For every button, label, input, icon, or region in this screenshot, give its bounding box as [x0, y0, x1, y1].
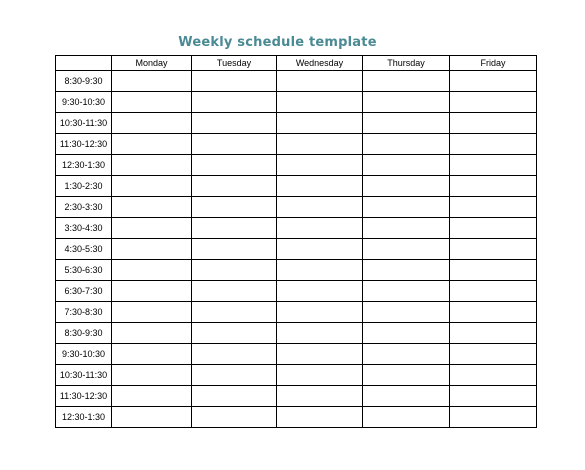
table-row — [56, 302, 537, 323]
schedule-cell-monday[interactable] — [112, 365, 192, 386]
time-slot-label: 9:30-10:30 — [56, 92, 112, 113]
time-slot-label: 9:30-10:30 — [56, 344, 112, 365]
schedule-cell-wednesday[interactable] — [277, 218, 363, 239]
header-row — [56, 56, 537, 71]
time-slot-label: 11:30-12:30 — [56, 386, 112, 407]
schedule-cell-wednesday[interactable] — [277, 281, 363, 302]
schedule-cell-wednesday[interactable] — [277, 155, 363, 176]
time-slot-label: 5:30-6:30 — [56, 260, 112, 281]
schedule-cell-monday[interactable] — [112, 344, 192, 365]
schedule-cell-thursday[interactable] — [363, 344, 450, 365]
schedule-cell-friday[interactable] — [450, 323, 537, 344]
schedule-cell-monday[interactable] — [112, 386, 192, 407]
schedule-cell-thursday[interactable] — [363, 281, 450, 302]
table-row — [56, 92, 537, 113]
schedule-cell-wednesday[interactable] — [277, 71, 363, 92]
day-header-monday: Monday — [112, 56, 192, 71]
schedule-cell-monday[interactable] — [112, 218, 192, 239]
schedule-cell-friday[interactable] — [450, 344, 537, 365]
schedule-cell-thursday[interactable] — [363, 113, 450, 134]
schedule-cell-wednesday[interactable] — [277, 197, 363, 218]
time-slot-label: 8:30-9:30 — [56, 323, 112, 344]
schedule-cell-tuesday[interactable] — [192, 323, 277, 344]
schedule-cell-friday[interactable] — [450, 386, 537, 407]
schedule-cell-thursday[interactable] — [363, 407, 450, 428]
table-row — [56, 407, 537, 428]
schedule-cell-tuesday[interactable] — [192, 386, 277, 407]
table-row — [56, 176, 537, 197]
corner-cell — [56, 56, 112, 71]
table-row — [56, 323, 537, 344]
schedule-cell-friday[interactable] — [450, 71, 537, 92]
schedule-cell-thursday[interactable] — [363, 365, 450, 386]
table-row — [56, 218, 537, 239]
schedule-cell-monday[interactable] — [112, 239, 192, 260]
time-slot-label: 12:30-1:30 — [56, 407, 112, 428]
schedule-cell-friday[interactable] — [450, 281, 537, 302]
schedule-cell-wednesday[interactable] — [277, 260, 363, 281]
schedule-cell-wednesday[interactable] — [277, 239, 363, 260]
schedule-cell-thursday[interactable] — [363, 386, 450, 407]
table-row — [56, 281, 537, 302]
time-slot-label: 3:30-4:30 — [56, 218, 112, 239]
schedule-cell-wednesday[interactable] — [277, 113, 363, 134]
schedule-cell-wednesday[interactable] — [277, 323, 363, 344]
schedule-cell-friday[interactable] — [450, 155, 537, 176]
table-row — [56, 155, 537, 176]
schedule-cell-tuesday[interactable] — [192, 113, 277, 134]
schedule-cell-thursday[interactable] — [363, 176, 450, 197]
schedule-cell-thursday[interactable] — [363, 155, 450, 176]
schedule-cell-friday[interactable] — [450, 113, 537, 134]
schedule-cell-friday[interactable] — [450, 218, 537, 239]
schedule-cell-wednesday[interactable] — [277, 365, 363, 386]
schedule-cell-friday[interactable] — [450, 134, 537, 155]
schedule-cell-tuesday[interactable] — [192, 71, 277, 92]
table-row — [56, 197, 537, 218]
schedule-cell-monday[interactable] — [112, 323, 192, 344]
schedule-cell-monday[interactable] — [112, 113, 192, 134]
schedule-cell-tuesday[interactable] — [192, 281, 277, 302]
schedule-cell-monday[interactable] — [112, 92, 192, 113]
time-slot-label: 4:30-5:30 — [56, 239, 112, 260]
table-row — [56, 71, 537, 92]
schedule-cell-tuesday[interactable] — [192, 302, 277, 323]
time-slot-label: 6:30-7:30 — [56, 281, 112, 302]
schedule-cell-wednesday[interactable] — [277, 302, 363, 323]
schedule-cell-thursday[interactable] — [363, 302, 450, 323]
schedule-cell-tuesday[interactable] — [192, 344, 277, 365]
schedule-cell-friday[interactable] — [450, 197, 537, 218]
schedule-cell-thursday[interactable] — [363, 197, 450, 218]
time-slot-label: 12:30-1:30 — [56, 155, 112, 176]
schedule-cell-thursday[interactable] — [363, 71, 450, 92]
table-row — [56, 134, 537, 155]
schedule-cell-tuesday[interactable] — [192, 176, 277, 197]
schedule-cell-tuesday[interactable] — [192, 155, 277, 176]
day-header-thursday: Thursday — [363, 56, 450, 71]
schedule-cell-monday[interactable] — [112, 176, 192, 197]
schedule-cell-tuesday[interactable] — [192, 239, 277, 260]
time-slot-label: 1:30-2:30 — [56, 176, 112, 197]
day-header-wednesday: Wednesday — [277, 56, 363, 71]
schedule-cell-thursday[interactable] — [363, 239, 450, 260]
schedule-cell-thursday[interactable] — [363, 218, 450, 239]
schedule-cell-thursday[interactable] — [363, 323, 450, 344]
schedule-cell-monday[interactable] — [112, 260, 192, 281]
schedule-table — [55, 55, 537, 428]
schedule-cell-friday[interactable] — [450, 239, 537, 260]
schedule-cell-wednesday[interactable] — [277, 344, 363, 365]
time-slot-label: 10:30-11:30 — [56, 365, 112, 386]
schedule-cell-friday[interactable] — [450, 365, 537, 386]
schedule-cell-tuesday[interactable] — [192, 407, 277, 428]
schedule-cell-wednesday[interactable] — [277, 386, 363, 407]
page-title: Weekly schedule template — [178, 35, 377, 50]
time-slot-label: 7:30-8:30 — [56, 302, 112, 323]
time-slot-label: 10:30-11:30 — [56, 113, 112, 134]
schedule-cell-monday[interactable] — [112, 281, 192, 302]
schedule-cell-thursday[interactable] — [363, 134, 450, 155]
schedule-cell-monday[interactable] — [112, 155, 192, 176]
table-row — [56, 239, 537, 260]
schedule-cell-wednesday[interactable] — [277, 134, 363, 155]
schedule-cell-tuesday[interactable] — [192, 197, 277, 218]
schedule-cell-friday[interactable] — [450, 260, 537, 281]
day-header-tuesday: Tuesday — [192, 56, 277, 71]
schedule-cell-monday[interactable] — [112, 71, 192, 92]
schedule-cell-friday[interactable] — [450, 176, 537, 197]
schedule-cell-tuesday[interactable] — [192, 218, 277, 239]
schedule-cell-thursday[interactable] — [363, 92, 450, 113]
schedule-cell-friday[interactable] — [450, 92, 537, 113]
schedule-cell-monday[interactable] — [112, 407, 192, 428]
schedule-cell-monday[interactable] — [112, 134, 192, 155]
schedule-cell-monday[interactable] — [112, 197, 192, 218]
schedule-cell-tuesday[interactable] — [192, 365, 277, 386]
schedule-cell-wednesday[interactable] — [277, 92, 363, 113]
time-slot-label: 11:30-12:30 — [56, 134, 112, 155]
schedule-cell-thursday[interactable] — [363, 260, 450, 281]
schedule-cell-friday[interactable] — [450, 407, 537, 428]
time-slot-label: 8:30-9:30 — [56, 71, 112, 92]
table-row — [56, 365, 537, 386]
schedule-cell-wednesday[interactable] — [277, 176, 363, 197]
table-row — [56, 386, 537, 407]
table-row — [56, 113, 537, 134]
schedule-cell-friday[interactable] — [450, 302, 537, 323]
table-row — [56, 260, 537, 281]
schedule-cell-tuesday[interactable] — [192, 92, 277, 113]
time-slot-label: 2:30-3:30 — [56, 197, 112, 218]
schedule-cell-tuesday[interactable] — [192, 134, 277, 155]
schedule-cell-tuesday[interactable] — [192, 260, 277, 281]
table-row — [56, 344, 537, 365]
schedule-cell-wednesday[interactable] — [277, 407, 363, 428]
day-header-friday: Friday — [450, 56, 537, 71]
schedule-cell-monday[interactable] — [112, 302, 192, 323]
